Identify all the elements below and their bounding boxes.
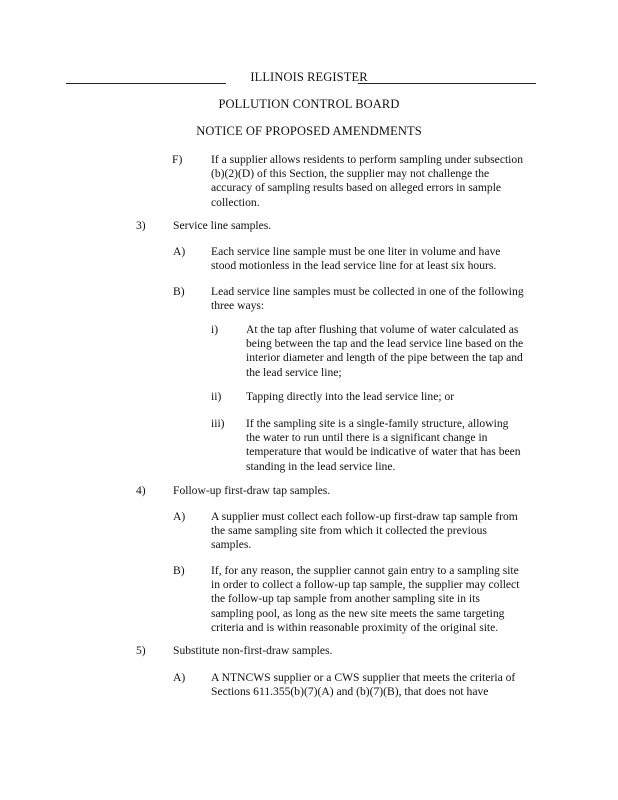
item-marker: A)	[173, 510, 186, 523]
section-marker: 3)	[136, 219, 146, 232]
text-line: Lead service line samples must be collected in one of the following	[211, 285, 524, 298]
text-line: being between the tap and the lead service line based on the	[246, 337, 524, 351]
paragraph-5a	[211, 671, 515, 699]
paragraph-f	[211, 153, 523, 210]
text-line: sampling pool, as long as the new site meets the same targeting	[211, 606, 505, 620]
section-marker: 4)	[136, 484, 146, 497]
paragraph-3a	[211, 245, 500, 273]
text-line: Follow-up first-draw tap samples.	[173, 484, 331, 497]
text-line: in order to collect a follow-up tap sample, the supplier may collect	[211, 578, 520, 592]
notice-title: NOTICE OF PROPOSED AMENDMENTS	[196, 124, 422, 138]
subitem-marker: iii)	[211, 417, 225, 430]
text-line: temperature that would be indicative of water that has been	[246, 445, 521, 459]
register-title: ILLINOIS REGISTER	[250, 70, 368, 84]
text-line: Substitute non-first-draw samples.	[173, 644, 333, 657]
text-line: If a supplier allows residents to perform sampling under subsection	[211, 153, 523, 166]
text-line: three ways:	[211, 299, 265, 313]
subitem-marker: ii)	[211, 390, 222, 403]
text-line: standing in the lead service line.	[246, 459, 396, 473]
text-line: the follow-up tap sample from another sampling site in its	[211, 592, 480, 606]
text-line: the lead service line;	[246, 365, 342, 379]
text-line: the same sampling site from which it collected the previous	[211, 524, 487, 538]
text-line: (b)(2)(D) of this Section, the supplier may not challenge the	[211, 167, 490, 181]
paragraph-4a	[211, 510, 518, 553]
text-line: criteria and is within reasonable proximity of the original site.	[211, 620, 499, 634]
section-4-heading	[173, 484, 330, 498]
text-line: samples.	[211, 538, 252, 552]
text-line: Sections 611.355(b)(7)(A) and (b)(7)(B), that does not have	[211, 685, 489, 699]
text-line: Each service line sample must be one liter in volume and have	[211, 245, 501, 258]
text-line: collection.	[211, 195, 260, 209]
text-line: If the sampling site is a single-family structure, allowing	[246, 417, 509, 430]
paragraph-4b	[211, 564, 519, 635]
agency-title: POLLUTION CONTROL BOARD	[218, 97, 400, 111]
text-line: A NTNCWS supplier or a CWS supplier that meets the criteria of	[211, 671, 516, 684]
text-line: At the tap after flushing that volume of water calculated as	[246, 323, 519, 336]
text-line: Tapping directly into the lead service line; or	[246, 390, 455, 403]
text-line: the water to run until there is a significant change in	[246, 431, 488, 445]
text-line: A supplier must collect each follow-up first-draw tap sample from	[211, 510, 518, 523]
subitem-marker: i)	[211, 323, 219, 336]
text-line: interior diameter and length of the pipe between the tap and	[246, 351, 523, 365]
text-line: If, for any reason, the supplier cannot gain entry to a sampling site	[211, 564, 519, 577]
text-line: accuracy of sampling results based on alleged errors in sample	[211, 181, 502, 195]
paragraph-3b-i	[246, 323, 523, 380]
item-marker: F)	[172, 153, 183, 166]
paragraph-3b-ii	[246, 390, 454, 404]
item-marker: A)	[173, 671, 186, 684]
text-line: Service line samples.	[173, 219, 272, 232]
section-3-heading	[173, 219, 271, 233]
text-line: stood motionless in the lead service line for at least six hours.	[211, 259, 497, 273]
paragraph-3b-iii	[246, 417, 521, 474]
section-marker: 5)	[136, 644, 146, 657]
item-marker: B)	[173, 564, 185, 577]
paragraph-3b	[211, 285, 524, 313]
item-marker: B)	[173, 285, 185, 298]
section-5-heading	[173, 644, 332, 658]
item-marker: A)	[173, 245, 186, 258]
